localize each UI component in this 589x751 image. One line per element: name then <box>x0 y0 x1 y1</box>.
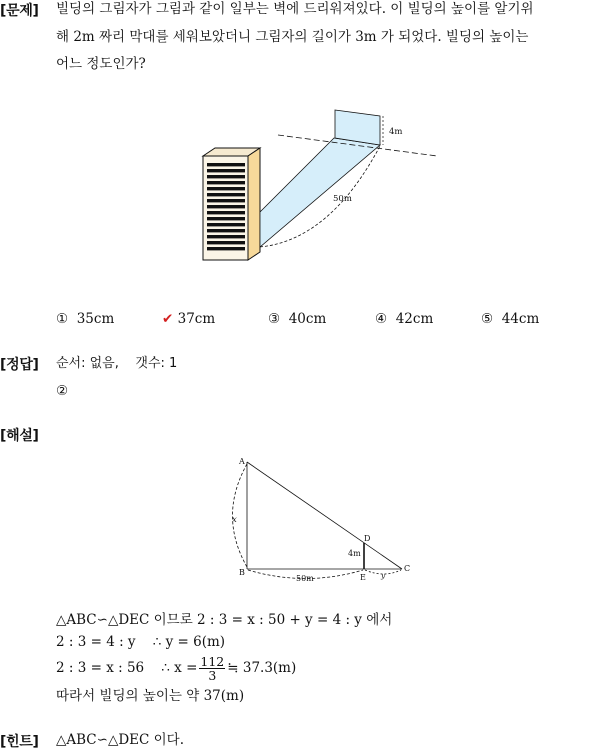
fraction <box>199 655 225 682</box>
building-windows <box>207 163 245 250</box>
problem-tag: [문제] <box>0 3 39 19</box>
answer-tag: [정답] <box>0 357 39 373</box>
explanation-line-2: 2 : 3 = 4 : y ∴ y = 6(m) <box>56 634 226 650</box>
label-d: D <box>364 534 371 543</box>
choice-5[interactable] <box>481 311 539 327</box>
problem-line-2: 해 2m 짜리 막대를 세워보았더니 그림자의 길이가 3m 가 되었다. 빌딩의 높이는 <box>56 29 529 45</box>
label-a: A <box>239 457 245 466</box>
explanation-line-3 <box>56 655 296 682</box>
answer-order-count: 순서: 없음, 갯수: 1 <box>56 356 178 371</box>
choice-4-text: 42cm <box>395 311 434 327</box>
choice-3-text: 40cm <box>288 311 327 327</box>
choice-2[interactable] <box>162 311 215 327</box>
choice-5-text: 44cm <box>501 311 540 327</box>
label-e: E <box>360 573 366 582</box>
label-c: C <box>404 564 411 573</box>
choice-4[interactable] <box>375 311 433 327</box>
building-shadow-figure <box>0 100 589 280</box>
choice-1[interactable] <box>56 311 114 327</box>
fraction-numerator: 112 <box>200 654 225 669</box>
choice-4-mark: ④ <box>375 311 388 327</box>
explanation-tag: [해설] <box>0 428 39 444</box>
ground-shadow <box>260 138 380 247</box>
label-b: B <box>239 568 245 577</box>
label-x: x <box>232 515 237 525</box>
explanation-line-4: 따라서 빌딩의 높이는 약 37(m) <box>56 688 245 704</box>
choice-5-mark: ⑤ <box>481 311 494 327</box>
choice-2-text: 37cm <box>177 311 216 327</box>
triangle-diagram <box>0 452 589 587</box>
label-de: 4m <box>348 549 361 558</box>
choice-1-text: 35cm <box>76 311 115 327</box>
choice-1-mark: ① <box>56 311 69 327</box>
building-side <box>248 148 260 260</box>
explanation-line-1: △ABC∽△DEC 이므로 2 : 3 = x : 50 + y = 4 : y 에서 <box>56 612 393 628</box>
explanation-line-3-lead: 2 : 3 = x : 56 ∴ x = <box>56 660 198 676</box>
label-y: y <box>381 571 386 580</box>
problem-line-1: 빌딩의 그림자가 그림과 같이 일부는 벽에 드리워져있다. 이 빌딩의 높이를 알기위 <box>56 1 534 17</box>
hint-tag: [힌트] <box>0 734 39 750</box>
answer-choice: ② <box>56 383 69 399</box>
wall-height-label: 4m <box>389 127 403 137</box>
segment-ac <box>247 462 402 569</box>
ground-length-label: 50m <box>333 194 352 204</box>
checkmark-icon: ✔ <box>162 311 174 327</box>
problem-line-3: 어느 정도인가? <box>56 56 146 72</box>
fraction-denominator: 3 <box>208 668 217 683</box>
explanation-line-3-tail: ≒ 37.3(m) <box>227 660 297 676</box>
hint-text: △ABC∽△DEC 이다. <box>56 732 184 748</box>
choice-3-mark: ③ <box>268 311 281 327</box>
choice-3[interactable] <box>268 311 326 327</box>
label-be: 50m <box>296 574 314 583</box>
